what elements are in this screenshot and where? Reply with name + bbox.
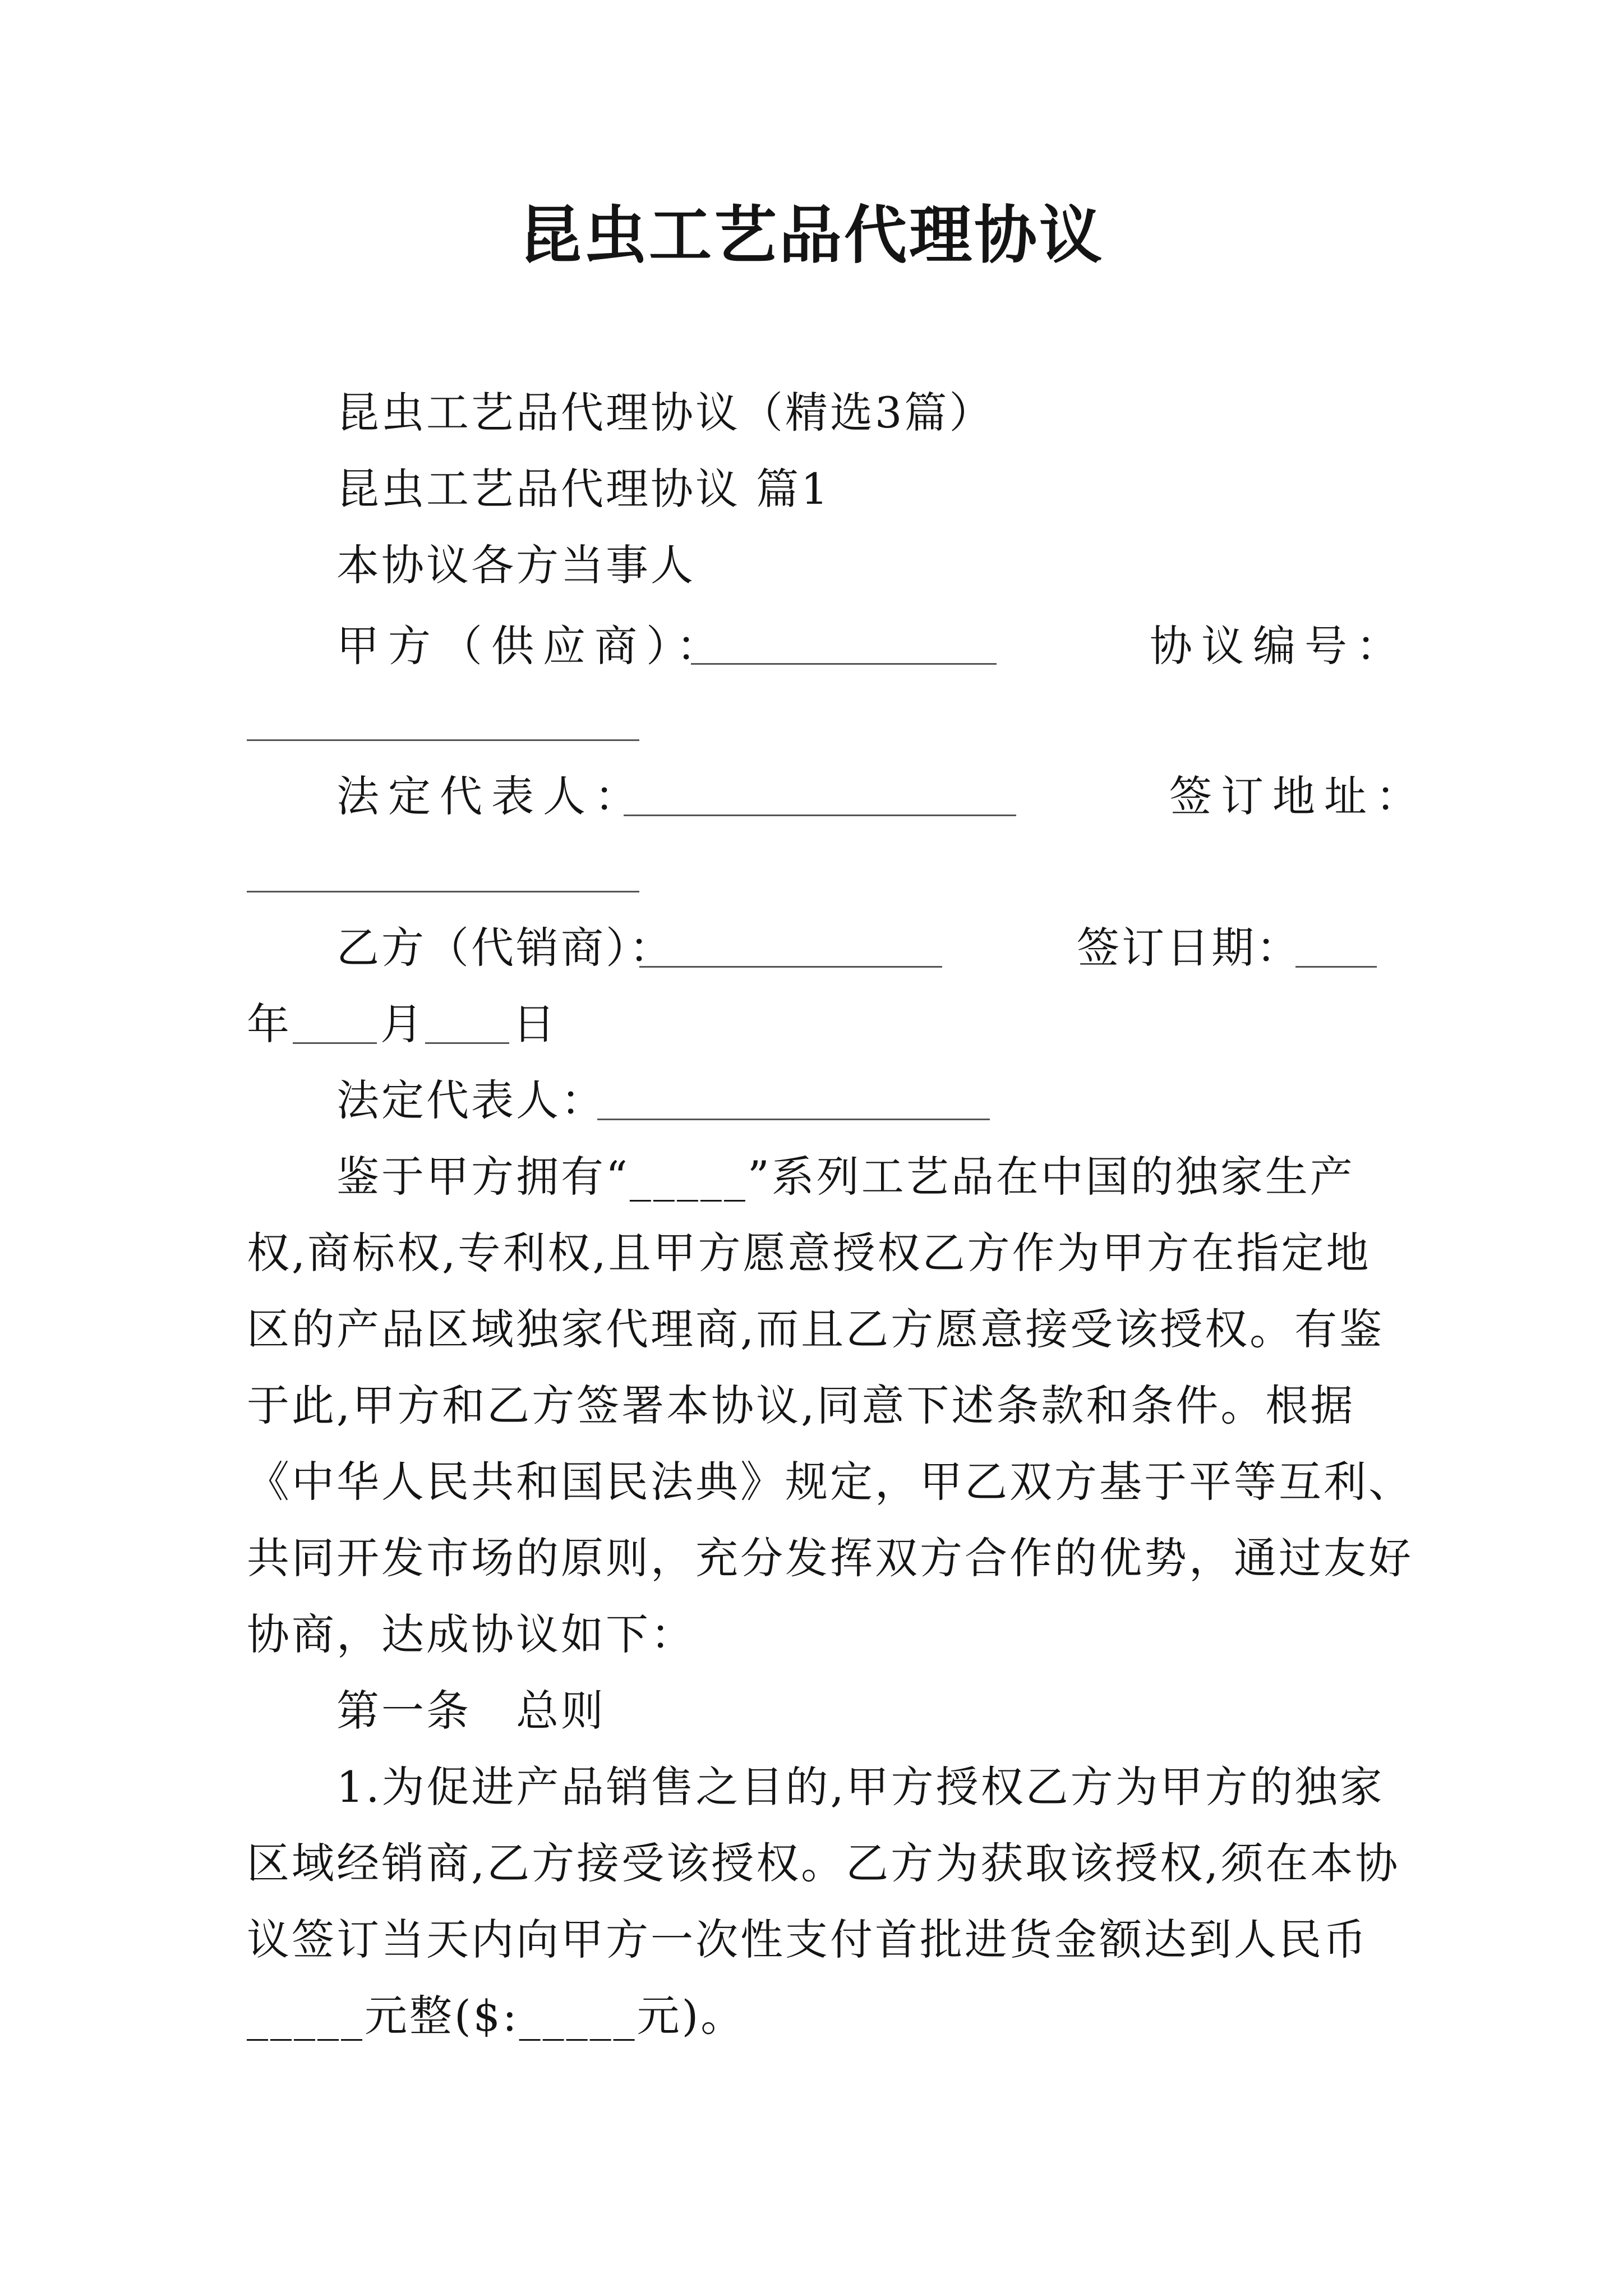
parties-intro: 本协议各方当事人 [336, 540, 695, 590]
legal-rep-b-label: 法定代表人： [336, 1075, 606, 1125]
document-title: 昆虫工艺品代理协议 [519, 199, 1104, 272]
day-blank[interactable] [425, 1042, 509, 1044]
month-blank[interactable] [293, 1042, 377, 1044]
article-1-line: 1.为促进产品销售之目的,甲方授权乙方为甲方的独家 [336, 1762, 1385, 1812]
legal-rep-b-blank[interactable] [597, 1119, 990, 1120]
article-1-heading: 第一条 总则 [336, 1686, 606, 1736]
preamble-line: 区的产品区域独家代理商,而且乙方愿意接受该授权。有鉴 [247, 1304, 1385, 1354]
preamble-line: 《中华人民共和国民法典》规定，甲乙双方基于平等互利、 [247, 1457, 1413, 1507]
document-subtitle: 昆虫工艺品代理协议（精选3篇） [336, 388, 994, 438]
sign-address-label: 签订地址： [1169, 771, 1427, 821]
year-label: 年 [247, 999, 292, 1049]
preamble-line: 鉴于甲方拥有“_____”系列工艺品在中国的独家生产 [336, 1152, 1355, 1202]
party-b-label: 乙方（代销商）： [336, 923, 674, 973]
preamble-line: 协商，达成协议如下： [247, 1609, 695, 1659]
day-label: 日 [513, 999, 557, 1049]
sign-date-label: 签订日期： [1077, 923, 1301, 973]
party-a-blank[interactable] [691, 663, 997, 665]
month-label: 月 [380, 999, 425, 1049]
article-1-line: _____元整($:_____元)。 [247, 1991, 746, 2041]
agreement-no-blank[interactable] [247, 739, 639, 741]
legal-rep-a-label: 法定代表人： [336, 771, 646, 821]
party-a-label: 甲方（供应商）： [336, 621, 728, 671]
article-1-line: 议签订当天内向甲方一次性支付首批进货金额达到人民币 [247, 1915, 1368, 1964]
sign-address-blank[interactable] [247, 891, 639, 892]
preamble-line: 共同开发市场的原则，充分发挥双方合作的优势，通过友好 [247, 1533, 1413, 1583]
party-b-blank[interactable] [639, 966, 942, 968]
agreement-no-label: 协议编号： [1150, 621, 1408, 671]
preamble-line: 权,商标权,专利权,且甲方愿意授权乙方作为甲方在指定地 [247, 1228, 1371, 1278]
section-heading: 昆虫工艺品代理协议 篇1 [336, 464, 831, 514]
sign-date-year-blank[interactable] [1295, 966, 1377, 968]
preamble-line: 于此,甲方和乙方签署本协议,同意下述条款和条件。根据 [247, 1381, 1355, 1430]
legal-rep-a-blank[interactable] [624, 815, 1016, 816]
article-1-line: 区域经销商,乙方接受该授权。乙方为获取该授权,须在本协 [247, 1838, 1400, 1888]
